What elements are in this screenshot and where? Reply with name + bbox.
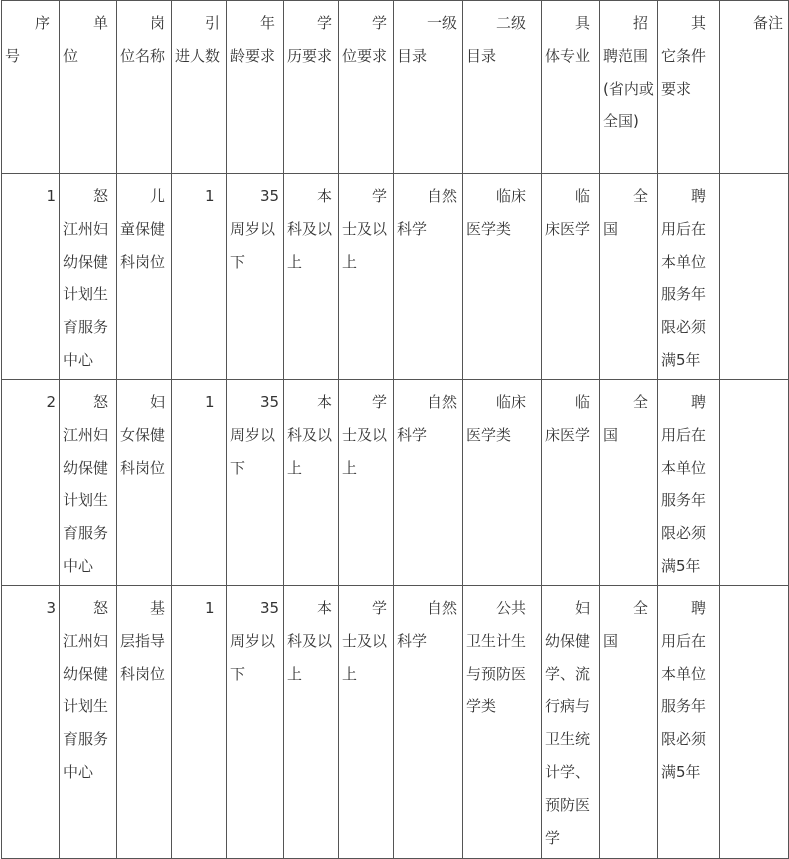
header-level2: 二级目录 <box>463 1 542 174</box>
cell-seq: 3 <box>2 586 60 859</box>
cell-level1: 自然科学 <box>394 380 463 586</box>
cell-major: 妇幼保健学、流行病与卫生统计学、预防医学 <box>542 586 600 859</box>
cell-edu: 本科及以上 <box>284 380 339 586</box>
cell-level2: 临床医学类 <box>463 174 542 380</box>
cell-post: 儿童保健科岗位 <box>117 174 172 380</box>
cell-age: 35周岁以下 <box>227 586 284 859</box>
cell-major: 临床医学 <box>542 174 600 380</box>
cell-scope: 全国 <box>600 586 658 859</box>
cell-degree: 学士及以上 <box>339 586 394 859</box>
cell-degree: 学士及以上 <box>339 174 394 380</box>
cell-unit: 怒江州妇幼保健计划生育服务中心 <box>60 380 117 586</box>
header-count: 引进人数 <box>172 1 227 174</box>
cell-level2: 临床医学类 <box>463 380 542 586</box>
cell-age: 35周岁以下 <box>227 380 284 586</box>
cell-age: 35周岁以下 <box>227 174 284 380</box>
cell-note <box>720 174 789 380</box>
cell-level1: 自然科学 <box>394 174 463 380</box>
cell-level1: 自然科学 <box>394 586 463 859</box>
header-post: 岗位名称 <box>117 1 172 174</box>
cell-post: 妇女保健科岗位 <box>117 380 172 586</box>
cell-scope: 全国 <box>600 174 658 380</box>
table-row <box>2 380 789 586</box>
header-level1: 一级目录 <box>394 1 463 174</box>
header-scope: 招聘范围(省内或全国) <box>600 1 658 174</box>
cell-seq: 2 <box>2 380 60 586</box>
cell-major: 临床医学 <box>542 380 600 586</box>
header-unit: 单位 <box>60 1 117 174</box>
cell-post: 基层指导科岗位 <box>117 586 172 859</box>
cell-edu: 本科及以上 <box>284 174 339 380</box>
cell-degree: 学士及以上 <box>339 380 394 586</box>
header-age: 年龄要求 <box>227 1 284 174</box>
header-note: 备注 <box>720 1 789 174</box>
cell-unit: 怒江州妇幼保健计划生育服务中心 <box>60 586 117 859</box>
cell-unit: 怒江州妇幼保健计划生育服务中心 <box>60 174 117 380</box>
cell-scope: 全国 <box>600 380 658 586</box>
cell-other: 聘用后在本单位服务年限必须满5年 <box>658 174 720 380</box>
cell-count: 1 <box>172 586 227 859</box>
cell-other: 聘用后在本单位服务年限必须满5年 <box>658 380 720 586</box>
header-seq: 序号 <box>2 1 60 174</box>
header-row <box>2 1 789 174</box>
cell-count: 1 <box>172 174 227 380</box>
cell-edu: 本科及以上 <box>284 586 339 859</box>
header-other: 其它条件要求 <box>658 1 720 174</box>
cell-count: 1 <box>172 380 227 586</box>
table-row <box>2 586 789 859</box>
cell-other: 聘用后在本单位服务年限必须满5年 <box>658 586 720 859</box>
cell-seq: 1 <box>2 174 60 380</box>
cell-note <box>720 586 789 859</box>
table-row <box>2 174 789 380</box>
recruitment-table <box>1 0 789 859</box>
header-degree: 学位要求 <box>339 1 394 174</box>
header-edu: 学历要求 <box>284 1 339 174</box>
cell-note <box>720 380 789 586</box>
cell-level2: 公共卫生计生与预防医学类 <box>463 586 542 859</box>
header-major: 具体专业 <box>542 1 600 174</box>
